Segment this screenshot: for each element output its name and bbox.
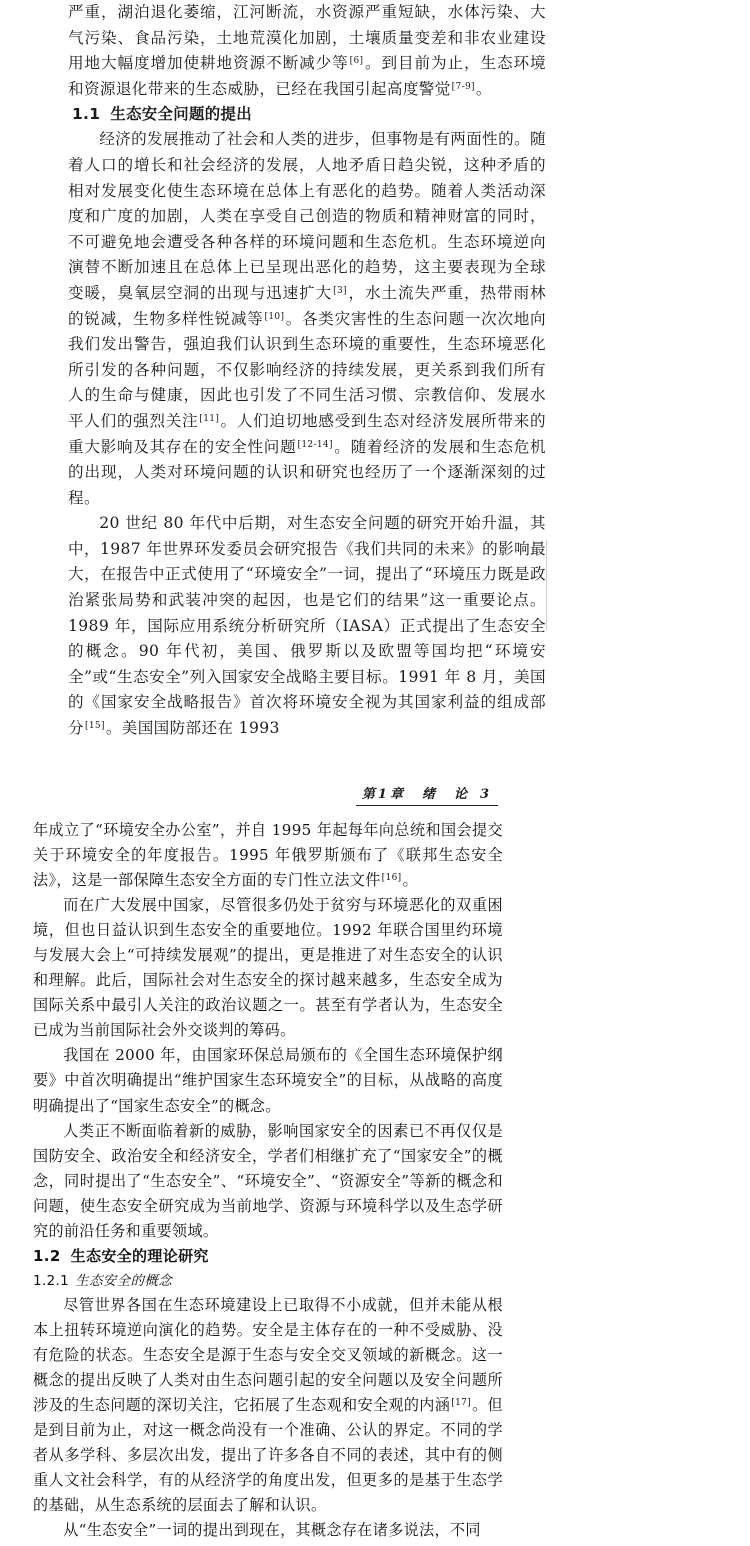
upper-page bbox=[68, 0, 546, 742]
running-header bbox=[356, 786, 498, 806]
citation: [10] bbox=[264, 311, 285, 322]
paragraph: 从“生态安全”一词的提出到现在，其概念存在诸多说法，不同 bbox=[63, 1521, 481, 1540]
citation: [7-9] bbox=[451, 81, 475, 92]
section-heading-1-2 bbox=[33, 1244, 503, 1269]
lower-page-body bbox=[33, 818, 503, 1543]
paragraph: 经济的发展推动了社会和人类的进步，但事物是有两面性的。随着人口的增长和社会经济的发展，人地矛盾日趋尖锐，这种矛盾的相对发展变化使生态环境在总体上有恶化的趋势。随着人类活动深度和广度的加剧，人类在享受自己创造的物质和精神财富的同时，不可避免地会遭受各种各样的环境问题和生态危机。生态环境逆向演替不断加速且在总体上已呈现出恶化的趋势，这主要表现为全球变暖，臭氧层空洞的出现与迅速扩大[3]，水土流失严重，热带雨林的锐减，生物多样性锐减等[10]。各类灾害性的生态问题一次次地向我们发出警告，强迫我们认识到生态环境的重要性，生态环境恶化所引发的各种问题，不仅影响经济的持续发展，更关系到我们所有人的生命与健康，因此也引发了不同生活习惯、宗教信仰、发展水平人们的强烈关注[11]。人们迫切地感受到生态对经济发展所带来的重大影响及其存在的安全性问题[12-14]。随着经济的发展和生态危机的出现，人类对环境问题的认识和研究也经历了一个逐渐深刻的过程。 bbox=[68, 130, 546, 507]
paragraph: 20 世纪 80 年代中后期，对生态安全问题的研究开始升温，其中，1987 年世界环发委员会研究报告《我们共同的未来》的影响最大，在报告中正式使用了“环境安全”一词，提出了“环境压力既是政治紧张局势和武装冲突的起因，也是它们的结果”这一重要论点。1989 年，国际应用系统分析研究所（IASA）正式提出了生态安全的概念。90 年代初，美国、俄罗斯以及欧盟等国均把“环境安全”或“生态安全”列入国家安全战略主要目标。1991 年 8 月，美国的《国家安全战略报告》首次将环境安全视为其国家利益的组成部分[15]。美国国防部还在 1993 bbox=[68, 514, 546, 738]
subsection-heading-1-2-1 bbox=[33, 1269, 503, 1293]
section-heading-1-1 bbox=[68, 102, 546, 127]
subsection-number: 1.2.1 bbox=[33, 1272, 70, 1289]
paragraph-continuation: 年成立了“环境安全办公室”，并自 1995 年起每年向总统和国会提交关于环境安全的年度报告。1995 年俄罗斯颁布了《联邦生态安全法》，这是一部保障生态安全方面的专门性立法文件[16]。 bbox=[33, 821, 503, 890]
subsection-title: 生态安全的概念 bbox=[75, 1272, 173, 1289]
paragraph: 人类正不断面临着新的威胁，影响国家安全的因素已不再仅仅是国防安全、政治安全和经济安全，学者们相继扩充了“国家安全”的概念，同时提出了“生态安全”、“环境安全”、“资源安全”等新的概念和问题，使生态安全研究成为当前地学、资源与环境科学以及生态学研究的前沿任务和重要领域。 bbox=[33, 1121, 503, 1240]
citation: [11] bbox=[199, 413, 220, 424]
chapter-title: 第1章 绪 论 bbox=[361, 787, 470, 802]
citation: [16] bbox=[381, 873, 402, 884]
section-title: 生态安全的理论研究 bbox=[70, 1246, 209, 1265]
paragraph: 而在广大发展中国家，尽管很多仍处于贫穷与环境恶化的双重困境，但也日益认识到生态安全的重要地位。1992 年联合国里约环境与发展大会上“可持续发展观”的提出，更是推进了对生态安全的认识和理解。此后，国际社会对生态安全的探讨越来越多，生态安全成为国际关系中最引人关注的政治议题之一。甚至有学者认为，生态安全已成为当前国际社会外交谈判的筹码。 bbox=[33, 896, 503, 1040]
paragraph-continuation: 严重，湖泊退化萎缩，江河断流，水资源严重短缺，水体污染、大气污染、食品污染，土地荒漠化加剧，土壤质量变差和非农业建设用地大幅度增加使耕地资源不断减少等[6]。到目前为止，生态环境和资源退化带来的生态威胁，已经在我国引起高度警觉[7-9]。 bbox=[68, 3, 546, 98]
citation: [3] bbox=[333, 286, 347, 296]
section-title: 生态安全问题的提出 bbox=[110, 105, 252, 124]
paragraph: 我国在 2000 年，由国家环保总局颁布的《全国生态环境保护纲要》中首次明确提出“维护国家生态环境安全”的目标，从战略的高度明确提出了“国家生态安全”的概念。 bbox=[33, 1046, 503, 1115]
page-number: 3 bbox=[479, 787, 492, 802]
citation: [12-14] bbox=[297, 439, 333, 450]
paragraph: 尽管世界各国在生态环境建设上已取得不小成就，但并未能从根本上扭转环境逆向演化的趋势。安全是主体存在的一种不受威胁、没有危险的状态。生态安全是源于生态与安全交叉领域的新概念。这一概念的提出反映了人类对由生态问题引起的安全问题以及安全问题所涉及的生态问题的深切关注，它拓展了生态观和安全观的内涵[17]。但是到目前为止，对这一概念尚没有一个准确、公认的界定。不同的学者从多学科、多层次出发，提出了许多各自不同的表述，其中有的侧重人文社会科学，有的从经济学的角度出发，但更多的是基于生态学的基础，从生态系统的层面去了解和认识。 bbox=[33, 1295, 503, 1515]
citation: [6] bbox=[349, 56, 364, 67]
citation: [17] bbox=[451, 1398, 472, 1409]
page-edge-line bbox=[546, 540, 547, 630]
section-number: 1.1 bbox=[72, 105, 101, 124]
citation: [15] bbox=[84, 721, 105, 732]
section-number: 1.2 bbox=[33, 1246, 61, 1265]
